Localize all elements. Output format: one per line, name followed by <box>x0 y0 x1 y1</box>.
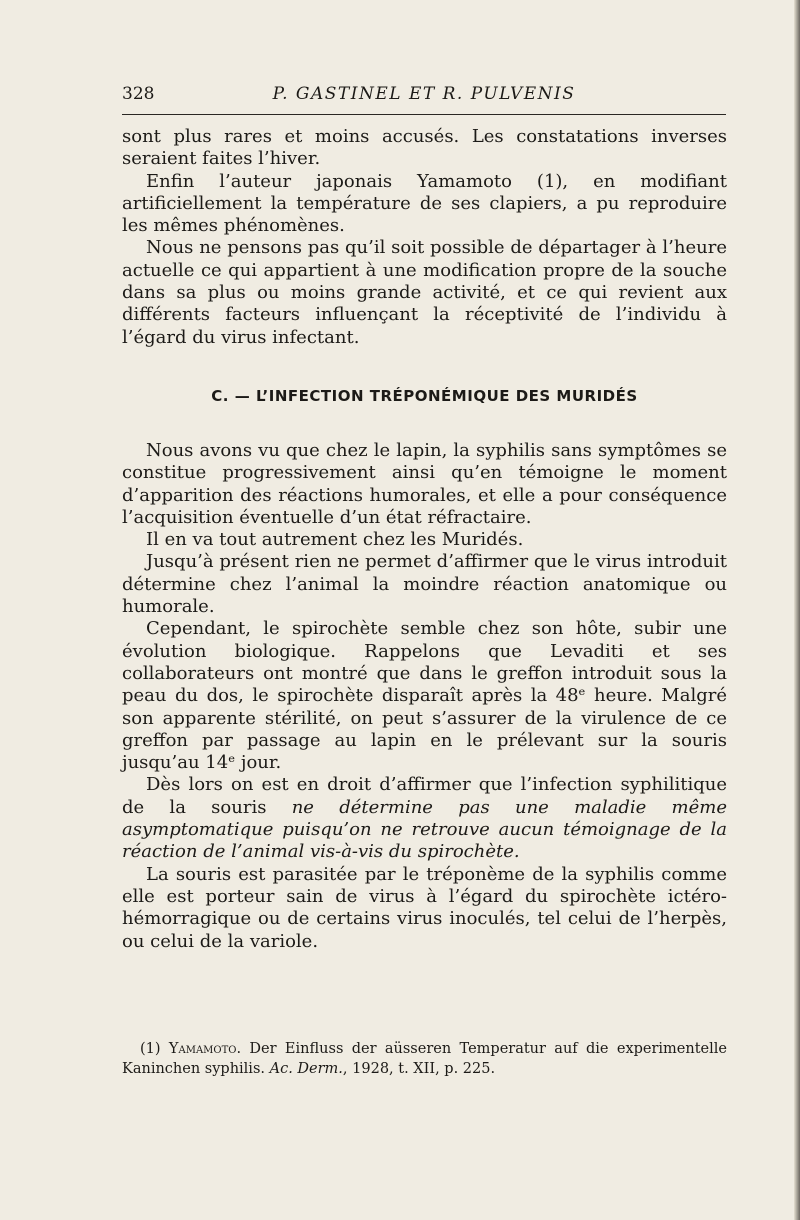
section-heading: C. — L’INFECTION TRÉPONÉMIQUE DES MURIDÉS <box>211 386 638 405</box>
paragraph-emphasis <box>122 774 727 863</box>
paragraph: sont plus rares et moins accusés. Les constatations inverses seraient faites l’hiver. <box>122 126 727 170</box>
page-number: 328 <box>122 84 155 104</box>
running-title: P. GASTINEL ET R. PULVENIS <box>272 84 576 104</box>
footnote <box>122 1039 727 1079</box>
paragraph: Nous ne pensons pas qu’il soit possible de départager à l’heure actuelle ce qui appartient à une modification propre de la souche dans sa plus ou moins grande activité, et ce qui revient aux différents facteurs influençant la réceptivité de l’individu à l’égard du virus infectant. <box>122 237 727 348</box>
footnote-citation: , 1928, t. XII, p. 225. <box>342 1061 496 1077</box>
body-text <box>122 126 727 953</box>
paragraph: La souris est parasitée par le tréponème de la syphilis comme elle est porteur sain de virus à l’égard du spirochète ictéro-hémorragique ou de certains virus inoculés, tel celui de l’herpès, ou celui de la variole. <box>122 863 727 952</box>
paragraph: Nous avons vu que chez le lapin, la syphilis sans symptômes se constitue progressivement ainsi qu’en témoigne le moment d’apparition des réactions humorales, et elle a pour conséquence l’acquisition éventuelle d’un état réfractaire. <box>122 439 727 528</box>
paragraph: Il en va tout autrement chez les Muridés. <box>146 529 524 551</box>
footnote-title: . Der Einfluss der aüsseren Temperatur auf die experimentelle Kaninchen syphilis. <box>122 1041 727 1077</box>
paragraph: Enfin l’auteur japonais Yamamoto (1), en modifiant artificiellement la température de ses clapiers, a pu reproduire les mêmes phénomènes. <box>122 170 727 237</box>
page-edge-shadow <box>794 0 800 1220</box>
emphasis-lead: Dès lors on est en droit d’affirmer que l’infection syphilitique de la souris <box>122 774 727 818</box>
header-rule <box>122 114 726 115</box>
paragraph: Cependant, le spirochète semble chez son hôte, subir une évolution biologique. Rappelons que Levaditi et ses collaborateurs ont montré que dans le greffon introduit sous la peau du dos, le spirochète disparaît après la 48ᵉ heure. Malgré son apparente stérilité, on peut s’assurer de la virulence de ce greffon par passage au lapin en le prélevant sur la souris jusqu’au 14ᵉ jour. <box>122 618 727 774</box>
footnote-journal: Ac. Derm. <box>269 1061 343 1077</box>
footnote-author: Yamamoto <box>168 1041 237 1057</box>
paragraph: Jusqu’à présent rien ne permet d’affirmer que le virus introduit détermine chez l’animal la moindre réaction anatomique ou humorale. <box>122 551 727 618</box>
running-header <box>122 84 726 114</box>
footnote-text <box>122 1039 727 1079</box>
footnote-marker: (1) <box>140 1041 169 1057</box>
emphasis-italic: ne détermine pas une maladie même asymptomatique puisqu’on ne retrouve aucun témoignage de la réaction de l’animal vis-à-vis du spirochète. <box>122 796 727 863</box>
